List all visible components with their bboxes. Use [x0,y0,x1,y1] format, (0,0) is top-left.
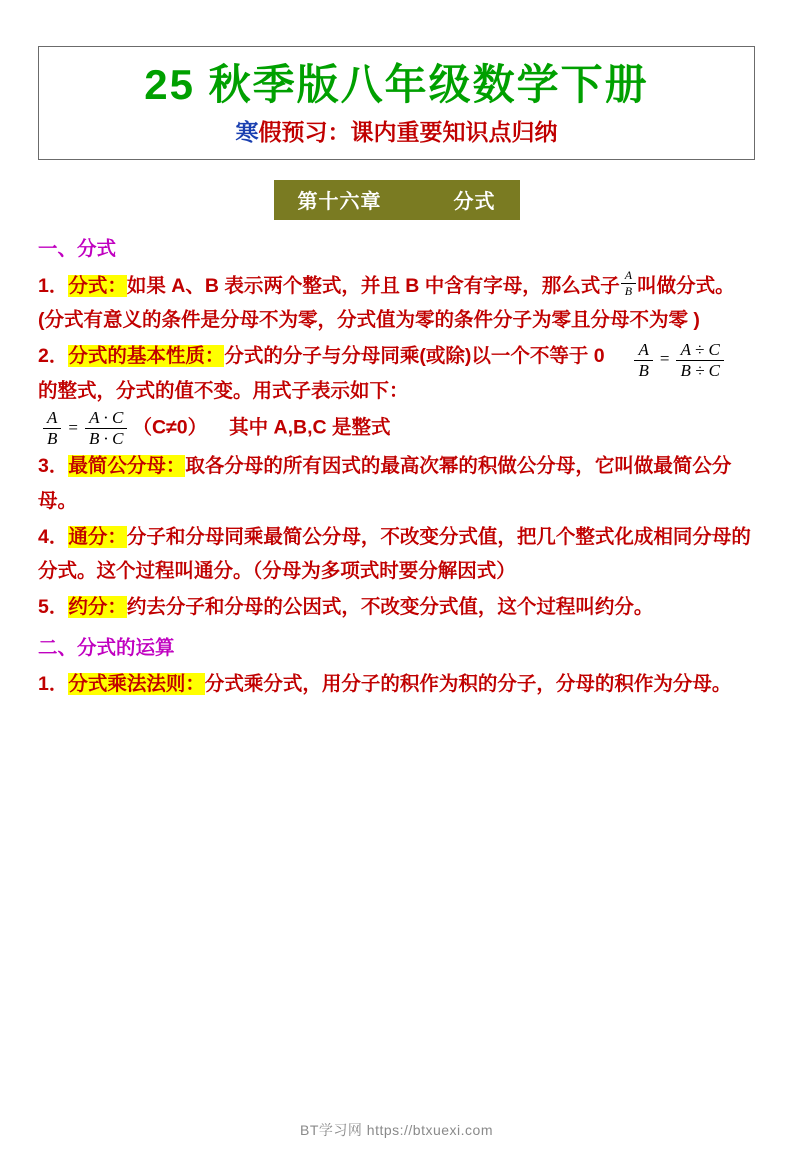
equals-sign: = [68,417,78,437]
equation-multiplication-form [40,409,130,448]
chapter-banner [274,180,520,220]
item-text: 约去分子和分母的公因式，不改变分式值，这个过程叫约分。 [126,595,654,618]
fraction-denominator: B [638,360,649,380]
item-term: 分式的基本性质： [68,345,225,367]
item-1-1 [38,269,755,338]
fraction-numerator: A ÷ C [676,341,724,361]
equation-division-form [631,341,727,380]
item-term: 最简公分母： [68,455,186,478]
equation-tail: 其中 A,B,C 是整式 [229,416,391,439]
document-content [38,232,755,702]
item-index: 2． [38,345,69,367]
item-1-3 [38,449,755,518]
item-text: 分式乘分式，用分子的积作为积的分子，分母的积作为分母。 [204,673,732,696]
item-2-1 [38,667,755,702]
fraction-denominator: B ÷ C [680,360,720,380]
item-index: 5． [38,595,69,618]
page-subtitle [49,119,744,147]
item-text: 分子和分母同乘最简公分母，不改变分式值，把几个整式化成相同分母的分式。这个过程叫通分。（分母为多项式时要分解因式） [38,525,751,583]
fraction-adivc-over-bdivc [676,341,724,380]
item-term: 约分： [68,595,127,618]
title-box [38,46,755,160]
chapter-number: 第十六章 [297,190,382,213]
equation-condition: （C≠0） [132,416,208,439]
item-text-after: 叫做分式。 (分式有意义的条件是分母不为零，分式值为零的条件分子为零且分母不为零 ) [38,274,735,332]
page-title: 25 秋季版八年级数学下册 [144,61,649,108]
fraction-a-over-b [621,269,636,297]
subtitle-rest: 假预习：课内重要知识点归纳 [258,119,558,146]
document-page [0,46,793,1168]
fraction-numerator: A · C [85,409,127,429]
item-1-5 [38,590,755,625]
section-heading-1: 一、分式 [38,237,117,260]
footer-watermark: BT学习网 https://btxuexi.com [300,1122,493,1138]
equals-sign: = [659,349,670,369]
item-1-2-continued [38,409,755,448]
subtitle-first-char: 寒 [235,119,259,146]
item-term: 分式： [68,274,127,297]
fraction-a-over-b-2 [634,341,652,380]
item-index: 1． [38,274,69,297]
fraction-a-over-b-3 [43,409,61,448]
item-text: 取各分母的所有因式的最高次幂的积做公分母，它叫做最简公分母。 [38,455,732,512]
item-index: 1． [38,673,69,696]
fraction-amulc-over-bmulc [85,409,127,448]
chapter-name: 分式 [453,190,496,213]
item-1-2 [38,339,755,408]
item-index: 3． [38,455,69,478]
chapter-bar-container [38,180,755,220]
fraction-numerator: A [621,269,636,284]
item-index: 4． [38,525,69,548]
item-text: 分式的分子与分母同乘(或除)以一个不等于 0 的整式，分式的值不变。用式子表示如下： [38,345,605,402]
item-1-4 [38,520,755,589]
item-text-before: 如果 A、B 表示两个整式，并且 B 中含有字母，那么式子 [126,274,620,297]
fraction-numerator: A [43,409,61,429]
fraction-denominator: B · C [88,429,124,449]
item-term: 通分： [68,525,127,548]
fraction-denominator: B [624,283,633,298]
section-heading-2: 二、分式的运算 [38,636,175,659]
fraction-numerator: A [634,341,652,361]
fraction-denominator: B [47,429,58,449]
item-term: 分式乘法法则： [68,673,205,696]
